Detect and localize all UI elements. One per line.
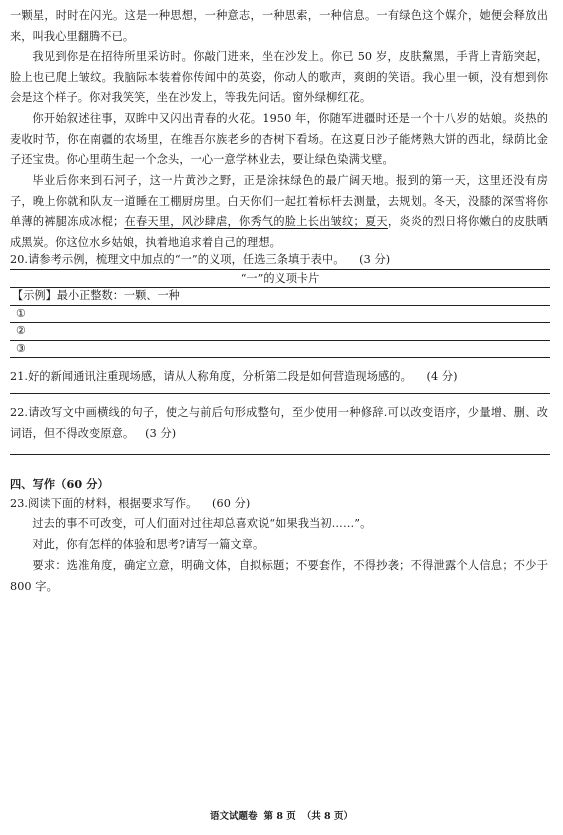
underlined-sentence: 在春天里，风沙肆虐，你秀气的脸上长出皱纹；夏天 — [124, 215, 388, 228]
question-20 — [10, 250, 548, 271]
question-22-text: 22.请改写文中画横线的句子，使之与前后句形成整句，至少使用一种修辞.可以改变语序，少量增、删、改词语，但不得改变原意。 — [10, 406, 548, 440]
card-title: “一”的义项卡片 — [10, 270, 550, 288]
question-23 — [10, 494, 548, 515]
example-label: 【示例】 — [12, 289, 57, 302]
card-answer-row-2[interactable] — [10, 323, 550, 341]
question-20-text: 20.请参考示例，梳理文中加点的“一”的义项，任选三条填于表中。 — [10, 253, 345, 266]
footer-page-number: 第 8 页 — [263, 811, 296, 822]
row-number-3: ③ — [15, 341, 27, 355]
answer-line-21[interactable] — [10, 393, 550, 394]
passage-paragraph-4 — [10, 171, 548, 253]
material-line-1: 过去的事不可改变，可人们面对过往却总喜欢说“如果我当初……”。 — [32, 517, 372, 530]
card-answer-row-3[interactable] — [10, 341, 550, 358]
question-23-text: 23.阅读下面的材料，根据要求写作。 — [10, 497, 198, 510]
paragraph-4-text-a: 毕业后你来到石河子，这一片黄沙之野，正是涂抹绿色的最广阔天地。报到的第一天，这里还没有房子，晚上你就和队友一道睡在工棚厨房里。白天你们一起扛着标杆去测量，去规划。冬天，没膝的深雪将你单薄的裤腿冻成冰棍； — [10, 174, 548, 228]
passage-paragraph-2: 我见到你是在招待所里采访时。你敲门进来，坐在沙发上。你已 50 岁，皮肤黧黑，手背上青筋突起，脸上也已爬上皱纹。我脑际本装着你传闻中的英姿，你动人的歌声，爽朗的笑语。我心里一顿，没有想到你会是这个样子。你对我笑笑，坐在沙发上，等我先问话。窗外绿柳红花。 — [10, 50, 548, 104]
card-answer-row-1[interactable] — [10, 306, 550, 324]
example-text: 最小正整数：一颗、一种 — [56, 289, 180, 302]
section-4-heading: 四、写作（60 分） — [10, 477, 109, 491]
question-21-score: (4 分) — [426, 370, 458, 383]
question-20-score: (3 分) — [359, 253, 391, 266]
footer-total-pages: （共 8 页） — [301, 811, 353, 822]
question-22 — [10, 403, 548, 444]
page-footer — [0, 810, 563, 824]
meaning-card-table — [10, 269, 550, 358]
footer-exam-name: 语文试题卷 — [210, 811, 258, 822]
passage-paragraph-1: 一颗星，时时在闪光。这是一种思想，一种意志，一种思索，一种信息。一有绿色这个媒介，她便会释放出来，叫我心里翻腾不已。 — [10, 9, 548, 43]
paragraph-4-text-b: ，炎炎的烈日将你嫩白的皮肤晒成黑炭。你这位水乡姑娘，执着地追求着自己的理想。 — [10, 215, 548, 249]
material-line-2: 对此，你有怎样的体验和思考?请写一篇文章。 — [32, 538, 265, 551]
card-example-row — [10, 288, 550, 306]
question-23-score: (60 分) — [212, 497, 251, 510]
question-22-score: (3 分) — [145, 426, 177, 440]
answer-line-22[interactable] — [10, 454, 550, 455]
writing-requirements: 要求：选准角度，确定立意，明确文体，自拟标题；不要套作，不得抄袭；不得泄露个人信息；不少于 800 字。 — [10, 559, 548, 593]
question-21-text: 21.好的新闻通讯注重现场感，请从人称角度，分析第二段是如何营造现场感的。 — [10, 370, 412, 383]
passage-paragraph-3: 你开始叙述往事，双眸中又闪出青春的火花。1950 年，你随军进疆时还是一个十八岁的姑娘。炎热的麦收时节，你在南疆的农场里，在维吾尔族老乡的杏树下看场。在这夏日沙子能烤熟大饼的西北，绿荫比金子还宝贵。你心里萌生起一个念头，一心一意学林业去，要让绿色染满戈壁。 — [10, 112, 548, 166]
row-number-2: ② — [15, 324, 27, 337]
question-21 — [10, 367, 548, 388]
row-number-1: ① — [15, 306, 27, 320]
